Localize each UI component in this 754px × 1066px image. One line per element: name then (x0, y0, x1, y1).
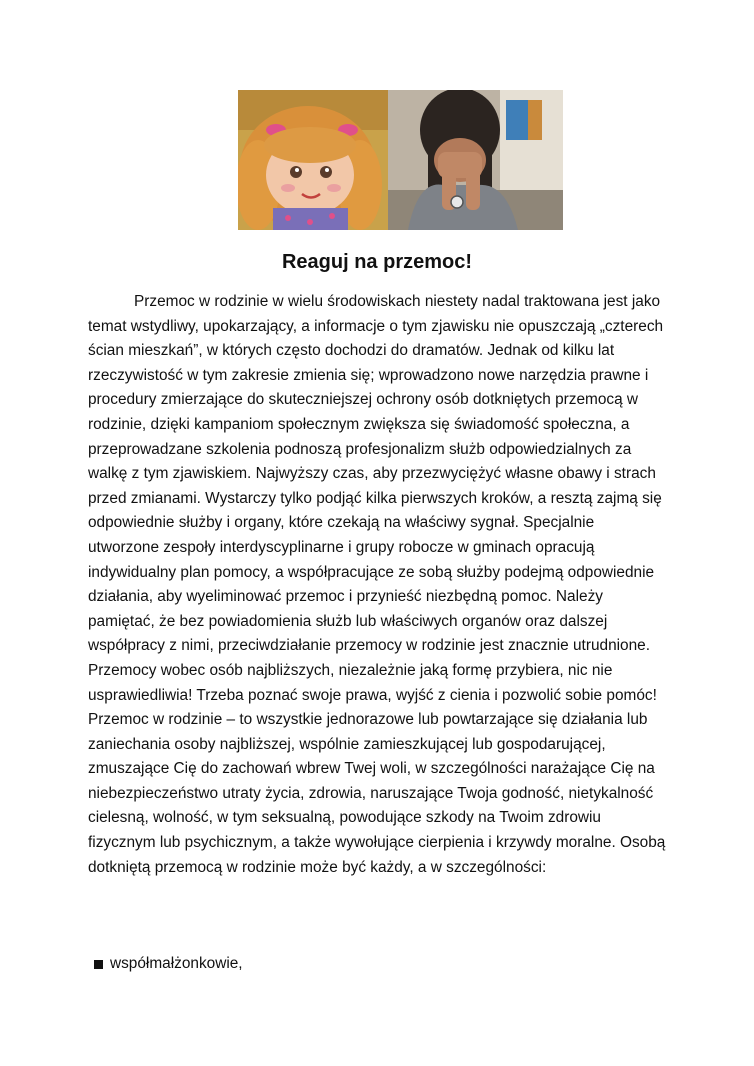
list-item-text: współmałżonkowie, (110, 955, 243, 972)
header-photo-doll-and-crying-person (238, 90, 563, 230)
list-item (94, 952, 654, 977)
main-paragraph: Przemoc w rodzinie w wielu środowiskach niestety nadal traktowana jest jako temat wstydliwy, upokarzający, a informacje o tym zjawisku nie opuszczają „czterech ścian mieszkań”, w których często dochodzi do dramatów. Jednak od kilku lat rzeczywistość w tym zakresie zmienia się; wprowadzono nowe narzędzia prawne i procedury zmierzające do skuteczniejszej ochrony osób dotkniętych przemocą w rodzinie, dzięki kampaniom społecznym zwiększa się świadomość społeczna, a przeprowadzane szkolenia podnoszą profesjonalizm służb odpowiedzialnych za walkę z tym zjawiskiem. Najwyższy czas, aby przezwyciężyć własne obawy i strach przed zmianami. Wystarczy tylko podjąć kilka pierwszych kroków, a resztą zajmą się odpowiednie służby i organy, które czekają na właściwy sygnał. Specjalnie utworzone zespoły interdyscyplinarne i grupy robocze w gminach opracują indywidualny plan pomocy, a współpracujące ze sobą służby podejmą odpowiednie działania, aby wyeliminować przemoc i przynieść niezbędną pomoc. Należy pamiętać, że bez powiadomienia służb lub właściwych organów oraz dalszej współpracy z nimi, przeciwdziałanie przemocy w rodzinie jest znacznie utrudnione. Przemocy wobec osób najbliższych, niezależnie jaką formę przybiera, nic nie usprawiedliwia! Trzeba poznać swoje prawa, wyjść z cienia i pozwolić sobie pomóc! Przemoc w rodzinie – to wszystkie jednorazowe lub powtarzające się działania lub zaniechania osoby najbliższej, wspólnie zamieszkującej lub gospodarującej, zmuszające Cię do zachowań wbrew Twej woli, w szczególności narażające Cię na niebezpieczeństwo utraty życia, zdrowia, naruszające Twoja godność, nietykalność cielesną, wolność, w tym seksualną, powodujące szkody na Twoim zdrowiu fizycznym lub psychicznym, a także wywołujące cierpienia i krzywdy moralne. Osobą dotkniętą przemocą w rodzinie może być każdy, a w szczególności: (88, 293, 666, 876)
square-bullet-icon (94, 960, 103, 969)
body-text (88, 290, 666, 880)
bullet-list (94, 952, 654, 977)
page-title: Reaguj na przemoc! (281, 251, 473, 273)
